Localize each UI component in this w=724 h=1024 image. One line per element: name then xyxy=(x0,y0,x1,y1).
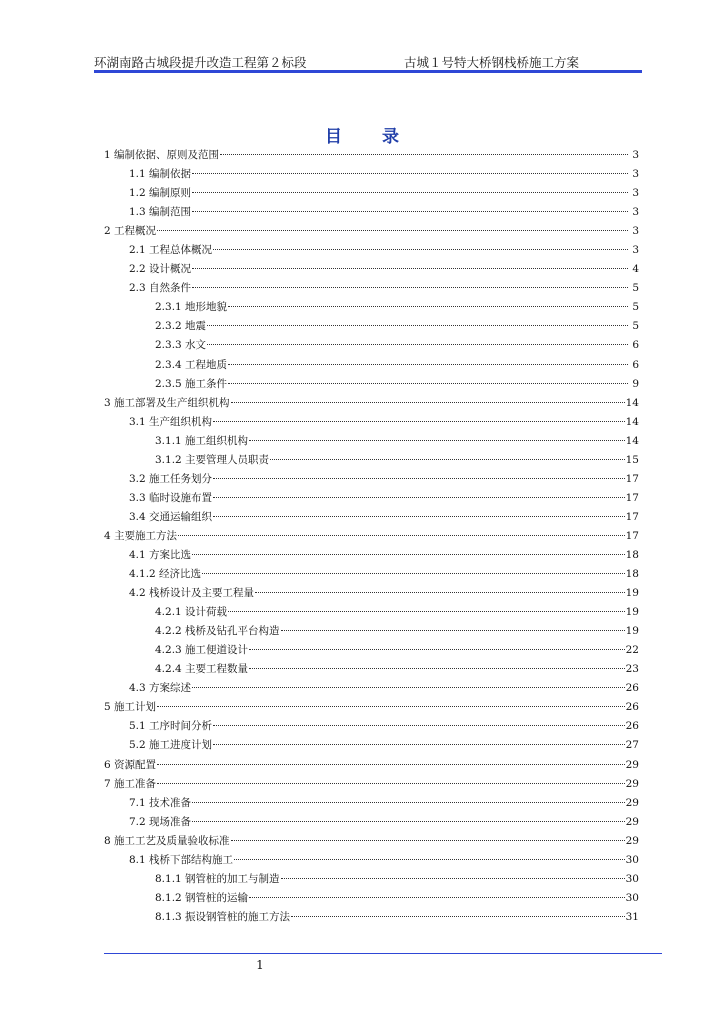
header-document-title: 古城１号特大桥钢栈桥施工方案 xyxy=(404,55,580,70)
toc-entry-page: 22 xyxy=(625,644,639,657)
toc-entry-title: 2 工程概况 xyxy=(104,225,157,238)
toc-entry-title: 2.3.1 地形地貌 xyxy=(155,301,228,314)
toc-entry-title: 5 施工计划 xyxy=(104,701,157,714)
toc-entry-page: 3 xyxy=(632,206,639,219)
toc-entry-page: 29 xyxy=(625,758,639,771)
toc-dot-leader xyxy=(213,249,628,250)
toc-dot-leader xyxy=(157,706,625,707)
toc-entry-page: 5 xyxy=(632,320,639,333)
toc-dot-leader xyxy=(281,878,625,879)
toc-dot-leader xyxy=(281,630,625,631)
toc-entry-page: 17 xyxy=(625,510,639,523)
table-of-contents xyxy=(104,146,639,927)
toc-entry[interactable] xyxy=(104,489,639,508)
toc-entry-page: 30 xyxy=(625,853,639,866)
page-header xyxy=(94,51,642,71)
toc-entry-title: 5.1 工序时间分析 xyxy=(129,720,213,733)
toc-entry[interactable] xyxy=(104,203,639,222)
toc-entry[interactable] xyxy=(104,413,639,432)
toc-dot-leader xyxy=(213,421,625,422)
toc-entry[interactable] xyxy=(104,832,639,851)
toc-entry-title: 8.1.1 钢管桩的加工与制造 xyxy=(155,872,280,885)
toc-entry-title: 3.1 生产组织机构 xyxy=(129,415,213,428)
toc-entry-page: 3 xyxy=(632,168,639,181)
toc-dot-leader xyxy=(192,211,628,212)
toc-entry-title: 2.2 设计概况 xyxy=(129,263,192,276)
footer-rule xyxy=(104,953,662,954)
toc-entry[interactable] xyxy=(104,336,639,355)
toc-entry-page: 14 xyxy=(625,396,639,409)
toc-entry-page: 3 xyxy=(632,225,639,238)
toc-entry-title: 8 施工工艺及质量验收标准 xyxy=(104,834,230,847)
toc-dot-leader xyxy=(207,344,628,345)
toc-entry-page: 14 xyxy=(625,415,639,428)
toc-entry[interactable] xyxy=(104,394,639,413)
toc-dot-leader xyxy=(192,268,628,269)
toc-entry-page: 19 xyxy=(625,587,639,600)
toc-dot-leader xyxy=(213,744,625,745)
toc-dot-leader xyxy=(192,287,628,288)
toc-entry-page: 30 xyxy=(625,891,639,904)
toc-entry[interactable] xyxy=(104,165,639,184)
toc-entry-title: 5.2 施工进度计划 xyxy=(129,739,213,752)
toc-entry-title: 8.1 栈桥下部结构施工 xyxy=(129,853,234,866)
toc-dot-leader xyxy=(192,554,625,555)
toc-entry-title: 8.1.2 钢管桩的运输 xyxy=(155,891,249,904)
toc-dot-leader xyxy=(157,764,625,765)
toc-entry-page: 29 xyxy=(625,777,639,790)
toc-entry-title: 7 施工准备 xyxy=(104,777,157,790)
toc-entry[interactable] xyxy=(104,432,639,451)
toc-entry-title: 3.1.1 施工组织机构 xyxy=(155,434,249,447)
toc-entry-title: 4.2.1 设计荷载 xyxy=(155,606,228,619)
toc-entry-title: 3.3 临时设施布置 xyxy=(129,491,213,504)
toc-entry-title: 1.3 编制范围 xyxy=(129,206,192,219)
toc-dot-leader xyxy=(291,916,625,917)
toc-entry-page: 3 xyxy=(632,187,639,200)
toc-entry-title: 2.1 工程总体概况 xyxy=(129,244,213,257)
toc-entry-page: 26 xyxy=(625,701,639,714)
toc-dot-leader xyxy=(249,668,625,669)
toc-entry-page: 15 xyxy=(625,453,639,466)
toc-dot-leader xyxy=(192,687,625,688)
toc-dot-leader xyxy=(213,478,625,479)
toc-entry-page: 17 xyxy=(625,491,639,504)
toc-entry-page: 30 xyxy=(625,872,639,885)
toc-dot-leader xyxy=(157,230,628,231)
toc-entry[interactable] xyxy=(104,889,639,908)
toc-entry-page: 17 xyxy=(625,472,639,485)
toc-dot-leader xyxy=(228,364,628,365)
toc-entry-title: 2.3.2 地震 xyxy=(155,320,207,333)
toc-entry-title: 3 施工部署及生产组织机构 xyxy=(104,396,230,409)
toc-dot-leader xyxy=(255,592,625,593)
toc-dot-leader xyxy=(213,725,625,726)
toc-entry[interactable] xyxy=(104,603,639,622)
toc-dot-leader xyxy=(234,859,625,860)
toc-entry[interactable] xyxy=(104,794,639,813)
toc-entry-page: 23 xyxy=(625,663,639,676)
toc-entry-page: 9 xyxy=(632,377,639,390)
toc-entry[interactable] xyxy=(104,375,639,394)
toc-entry-page: 19 xyxy=(625,606,639,619)
toc-entry-title: 2.3.5 施工条件 xyxy=(155,377,228,390)
toc-dot-leader xyxy=(213,497,625,498)
toc-entry-page: 18 xyxy=(625,548,639,561)
toc-entry-page: 31 xyxy=(625,910,639,923)
toc-dot-leader xyxy=(192,173,628,174)
toc-entry-page: 29 xyxy=(625,796,639,809)
toc-entry-page: 6 xyxy=(632,358,639,371)
toc-entry[interactable] xyxy=(104,660,639,679)
toc-entry[interactable] xyxy=(104,317,639,336)
toc-dot-leader xyxy=(213,516,625,517)
toc-entry-page: 29 xyxy=(625,815,639,828)
toc-entry[interactable] xyxy=(104,908,639,927)
toc-entry[interactable] xyxy=(104,508,639,527)
toc-entry-page: 29 xyxy=(625,834,639,847)
toc-entry-page: 17 xyxy=(625,529,639,542)
toc-entry-page: 19 xyxy=(625,625,639,638)
toc-entry[interactable] xyxy=(104,717,639,736)
toc-entry[interactable] xyxy=(104,146,639,165)
toc-entry[interactable] xyxy=(104,736,639,755)
toc-entry-title: 4.2 栈桥设计及主要工程量 xyxy=(129,587,255,600)
toc-entry-page: 4 xyxy=(632,263,639,276)
toc-dot-leader xyxy=(270,459,625,460)
toc-entry[interactable] xyxy=(104,813,639,832)
toc-dot-leader xyxy=(202,573,625,574)
header-rule xyxy=(94,70,642,73)
toc-dot-leader xyxy=(192,802,625,803)
toc-entry[interactable] xyxy=(104,851,639,870)
toc-entry-page: 6 xyxy=(632,339,639,352)
toc-entry-title: 1.2 编制原则 xyxy=(129,187,192,200)
toc-entry[interactable] xyxy=(104,298,639,317)
toc-dot-leader xyxy=(192,821,625,822)
toc-entry[interactable] xyxy=(104,641,639,660)
toc-title: 目录 xyxy=(325,127,439,147)
toc-entry-title: 8.1.3 振设钢管桩的施工方法 xyxy=(155,910,291,923)
toc-dot-leader xyxy=(249,897,625,898)
toc-entry[interactable] xyxy=(104,356,639,375)
toc-dot-leader xyxy=(228,383,628,384)
toc-entry[interactable] xyxy=(104,279,639,298)
toc-entry-page: 26 xyxy=(625,720,639,733)
toc-entry[interactable] xyxy=(104,527,639,546)
toc-entry[interactable] xyxy=(104,546,639,565)
toc-entry-page: 3 xyxy=(632,149,639,161)
toc-entry[interactable] xyxy=(104,565,639,584)
toc-entry[interactable] xyxy=(104,184,639,203)
toc-entry-title: 3.4 交通运输组织 xyxy=(129,510,213,523)
toc-dot-leader xyxy=(207,325,628,326)
toc-entry-title: 4.2.3 施工便道设计 xyxy=(155,644,249,657)
toc-entry[interactable] xyxy=(104,698,639,717)
toc-dot-leader xyxy=(228,306,628,307)
toc-dot-leader xyxy=(231,840,625,841)
toc-entry-title: 1 编制依据、原则及范围 xyxy=(104,149,220,161)
toc-dot-leader xyxy=(228,611,625,612)
toc-entry-title: 2.3.4 工程地质 xyxy=(155,358,228,371)
toc-entry-title: 4.1 方案比选 xyxy=(129,548,192,561)
toc-entry-title: 4.2.4 主要工程数量 xyxy=(155,663,249,676)
page-number: 1 xyxy=(256,958,264,972)
toc-dot-leader xyxy=(178,535,625,536)
toc-entry[interactable] xyxy=(104,622,639,641)
toc-entry-page: 26 xyxy=(625,682,639,695)
toc-entry-title: 4.2.2 栈桥及钻孔平台构造 xyxy=(155,625,280,638)
toc-entry[interactable] xyxy=(104,260,639,279)
header-project-name: 环湖南路古城段提升改造工程第２标段 xyxy=(94,55,307,70)
toc-entry-page: 3 xyxy=(632,244,639,257)
toc-dot-leader xyxy=(192,192,628,193)
toc-entry[interactable] xyxy=(104,451,639,470)
toc-entry-title: 3.2 施工任务划分 xyxy=(129,472,213,485)
toc-entry[interactable] xyxy=(104,241,639,260)
toc-entry[interactable] xyxy=(104,775,639,794)
toc-entry-title: 4.1.2 经济比选 xyxy=(129,568,202,581)
toc-entry-title: 4 主要施工方法 xyxy=(104,529,178,542)
toc-entry-page: 5 xyxy=(632,301,639,314)
toc-entry-page: 18 xyxy=(625,568,639,581)
toc-entry[interactable] xyxy=(104,756,639,775)
toc-entry[interactable] xyxy=(104,222,639,241)
toc-entry-page: 27 xyxy=(625,739,639,752)
toc-entry-title: 2.3.3 水文 xyxy=(155,339,207,352)
toc-entry[interactable] xyxy=(104,679,639,698)
toc-entry[interactable] xyxy=(104,470,639,489)
toc-dot-leader xyxy=(249,649,625,650)
toc-entry-page: 14 xyxy=(625,434,639,447)
toc-entry-title: 6 资源配置 xyxy=(104,758,157,771)
toc-entry-title: 7.2 现场准备 xyxy=(129,815,192,828)
toc-dot-leader xyxy=(157,783,625,784)
toc-entry[interactable] xyxy=(104,584,639,603)
toc-entry[interactable] xyxy=(104,870,639,889)
toc-entry-title: 1.1 编制依据 xyxy=(129,168,192,181)
toc-entry-title: 3.1.2 主要管理人员职责 xyxy=(155,453,270,466)
toc-entry-title: 7.1 技术准备 xyxy=(129,796,192,809)
toc-entry-title: 2.3 自然条件 xyxy=(129,282,192,295)
toc-dot-leader xyxy=(249,440,625,441)
toc-entry-title: 4.3 方案综述 xyxy=(129,682,192,695)
toc-entry-page: 5 xyxy=(632,282,639,295)
toc-dot-leader xyxy=(231,402,625,403)
toc-dot-leader xyxy=(220,154,628,155)
